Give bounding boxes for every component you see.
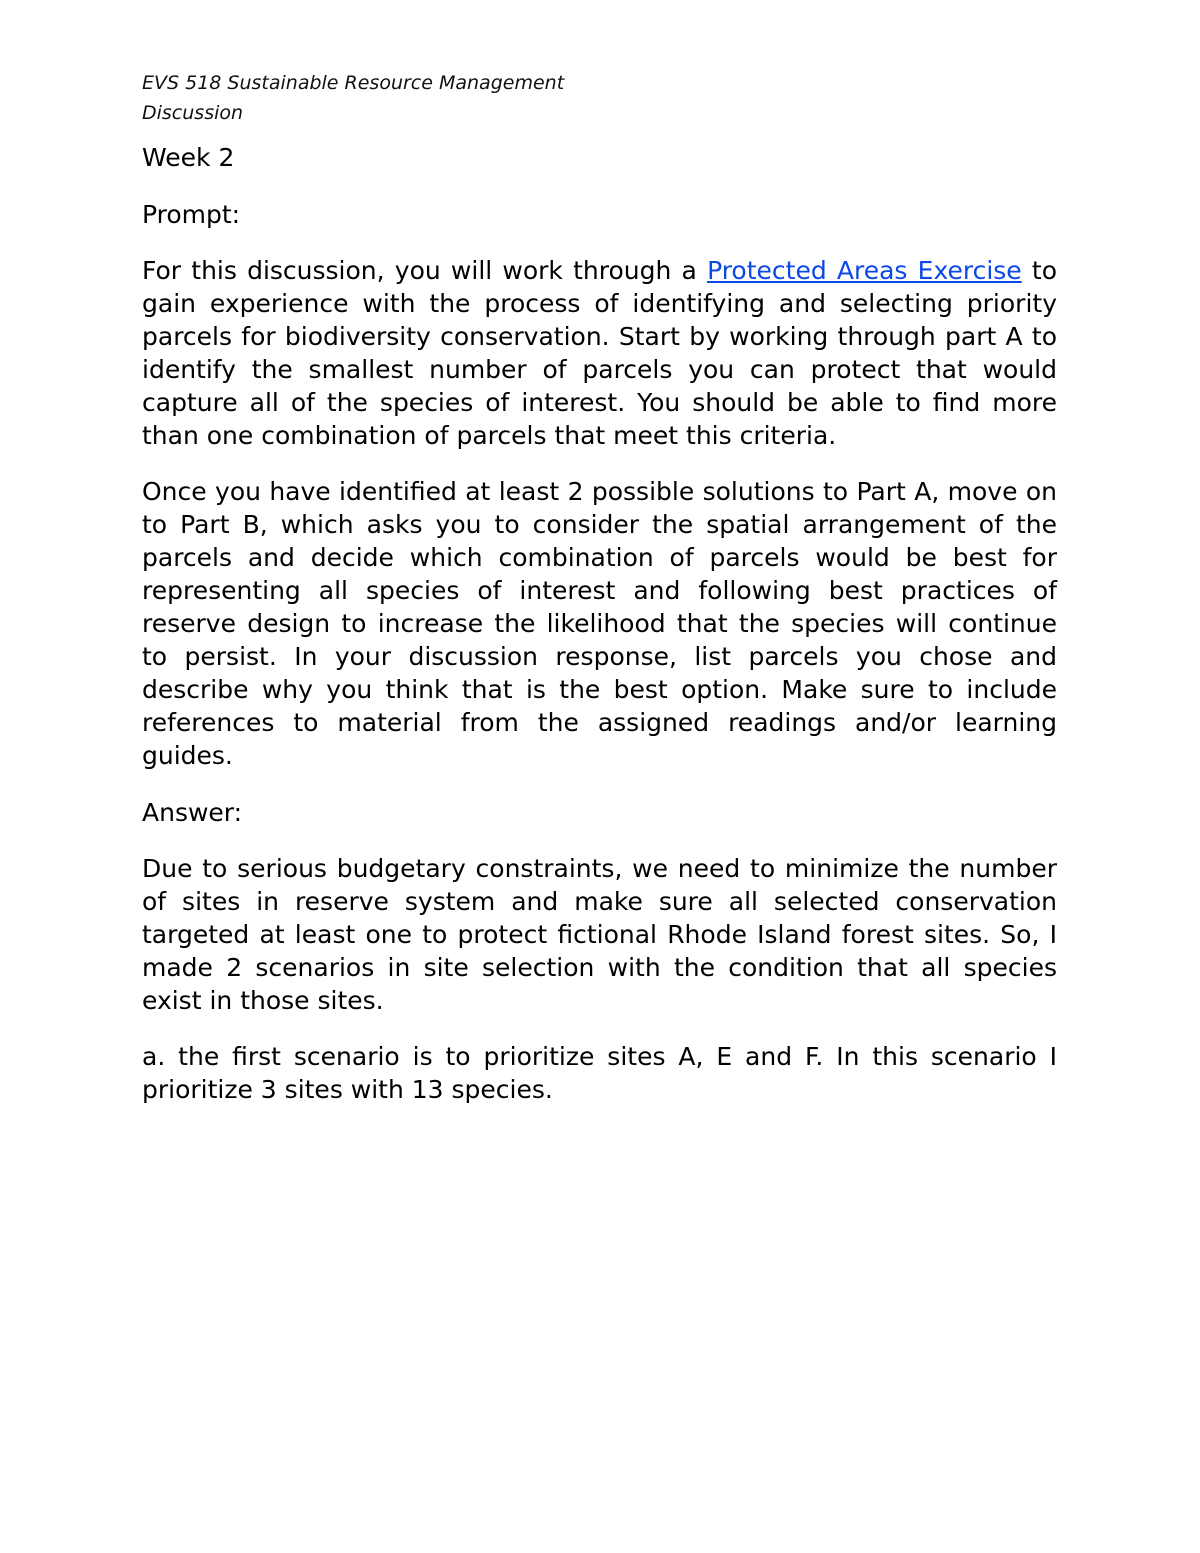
prompt-paragraph-1 (142, 254, 1057, 452)
prompt-text-after-link: to gain experience with the process of identifying and selecting priority parcels for biodiversity conservation. Start by working through part A to identify the smallest number of parcels you can protect that would capture all of the species of interest. You should be able to find more than one combination of parcels that meet this criteria. (142, 256, 1058, 450)
prompt-paragraph-2: Once you have identified at least 2 possible solutions to Part A, move on to Part B, which asks you to consider the spatial arrangement of the parcels and decide which combination of parcels would be best for representing all species of interest and following best practices of reserve design to increase the likelihood that the species will continue to persist. In your discussion response, list parcels you chose and describe why you think that is the best option. Make sure to include references to material from the assigned readings and/or learning guides. (142, 477, 1057, 770)
protected-areas-exercise-link[interactable]: Protected Areas Exercise (707, 256, 1022, 285)
week-heading: Week 2 (142, 143, 235, 172)
course-title: EVS 518 Sustainable Resource Management (142, 72, 565, 94)
document-header (142, 68, 1057, 128)
prompt-label: Prompt: (142, 200, 241, 229)
prompt-text-before-link: For this discussion, you will work through a (142, 256, 708, 285)
document-page (142, 68, 1057, 1106)
document-type: Discussion (142, 102, 244, 124)
answer-paragraph-1: Due to serious budgetary constraints, we need to minimize the number of sites in reserve system and make sure all selected conservation targeted at least one to protect fictional Rhode Island forest sites. So, I made 2 scenarios in site selection with the condition that all species exist in those sites. (142, 854, 1057, 1015)
answer-paragraph-2: a. the first scenario is to prioritize sites A, E and F. In this scenario I prioritize 3 sites with 13 species. (142, 1042, 1057, 1104)
answer-label: Answer: (142, 798, 243, 827)
